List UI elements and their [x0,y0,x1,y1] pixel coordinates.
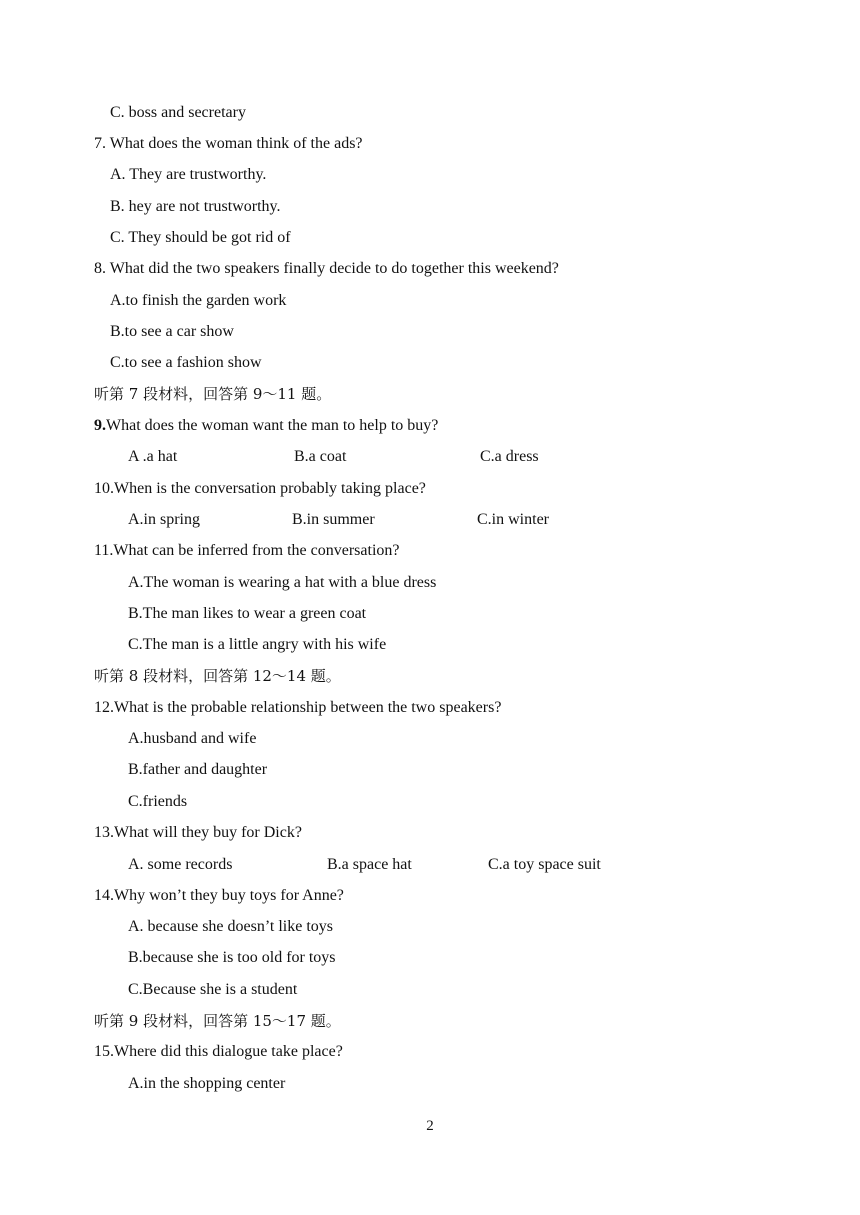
section-heading-9: 听第 9 段材料，回答第 15～17 题。 [94,1012,341,1030]
option-c-q10: C.in winter [477,511,549,528]
option-a-q15: A.in the shopping center [128,1075,286,1092]
question-9 [94,416,438,436]
question-9-number: 9. [94,417,106,434]
question-15: 15.Where did this dialogue take place? [94,1043,343,1060]
option-c-q13: C.a toy space suit [488,856,601,873]
option-a-q11: A.The woman is wearing a hat with a blue dress [128,574,437,591]
option-a-q12: A.husband and wife [128,730,257,747]
option-b-q12: B.father and daughter [128,761,268,778]
option-b-q10: B.in summer [292,511,375,528]
option-a-q14: A. because she doesn’t like toys [128,918,333,935]
question-11: 11.What can be inferred from the conversation? [94,542,400,559]
section-heading-7: 听第 7 段材料，回答第 9～11 题。 [94,385,332,403]
option-c-q9: C.a dress [480,448,539,465]
option-b-q7: B. hey are not trustworthy. [110,198,281,215]
question-9-text: What does the woman want the man to help to buy? [106,417,439,434]
option-a-q10: A.in spring [128,511,200,528]
question-12: 12.What is the probable relationship between the two speakers? [94,699,502,716]
page-number: 2 [426,1118,434,1134]
option-a-q9: A .a hat [128,448,178,465]
option-a-q13: A. some records [128,856,233,873]
question-10: 10.When is the conversation probably taking place? [94,480,426,497]
option-a-q8: A.to finish the garden work [110,292,287,309]
section-heading-8: 听第 8 段材料，回答第 12～14 题。 [94,667,341,685]
option-a-q7: A. They are trustworthy. [110,166,267,183]
option-c-q14: C.Because she is a student [128,981,298,998]
option-c-q11: C.The man is a little angry with his wife [128,636,387,653]
option-c-q12: C.friends [128,793,188,810]
question-13: 13.What will they buy for Dick? [94,824,302,841]
option-c-q8: C.to see a fashion show [110,354,262,371]
option-c-q6: C. boss and secretary [110,104,246,121]
option-b-q11: B.The man likes to wear a green coat [128,605,367,622]
option-b-q14: B.because she is too old for toys [128,949,336,966]
option-b-q8: B.to see a car show [110,323,234,340]
option-c-q7: C. They should be got rid of [110,229,291,246]
option-b-q13: B.a space hat [327,856,412,873]
option-b-q9: B.a coat [294,448,347,465]
question-14: 14.Why won’t they buy toys for Anne? [94,887,344,904]
question-7: 7. What does the woman think of the ads? [94,135,363,152]
question-8: 8. What did the two speakers finally decide to do together this weekend? [94,260,559,277]
